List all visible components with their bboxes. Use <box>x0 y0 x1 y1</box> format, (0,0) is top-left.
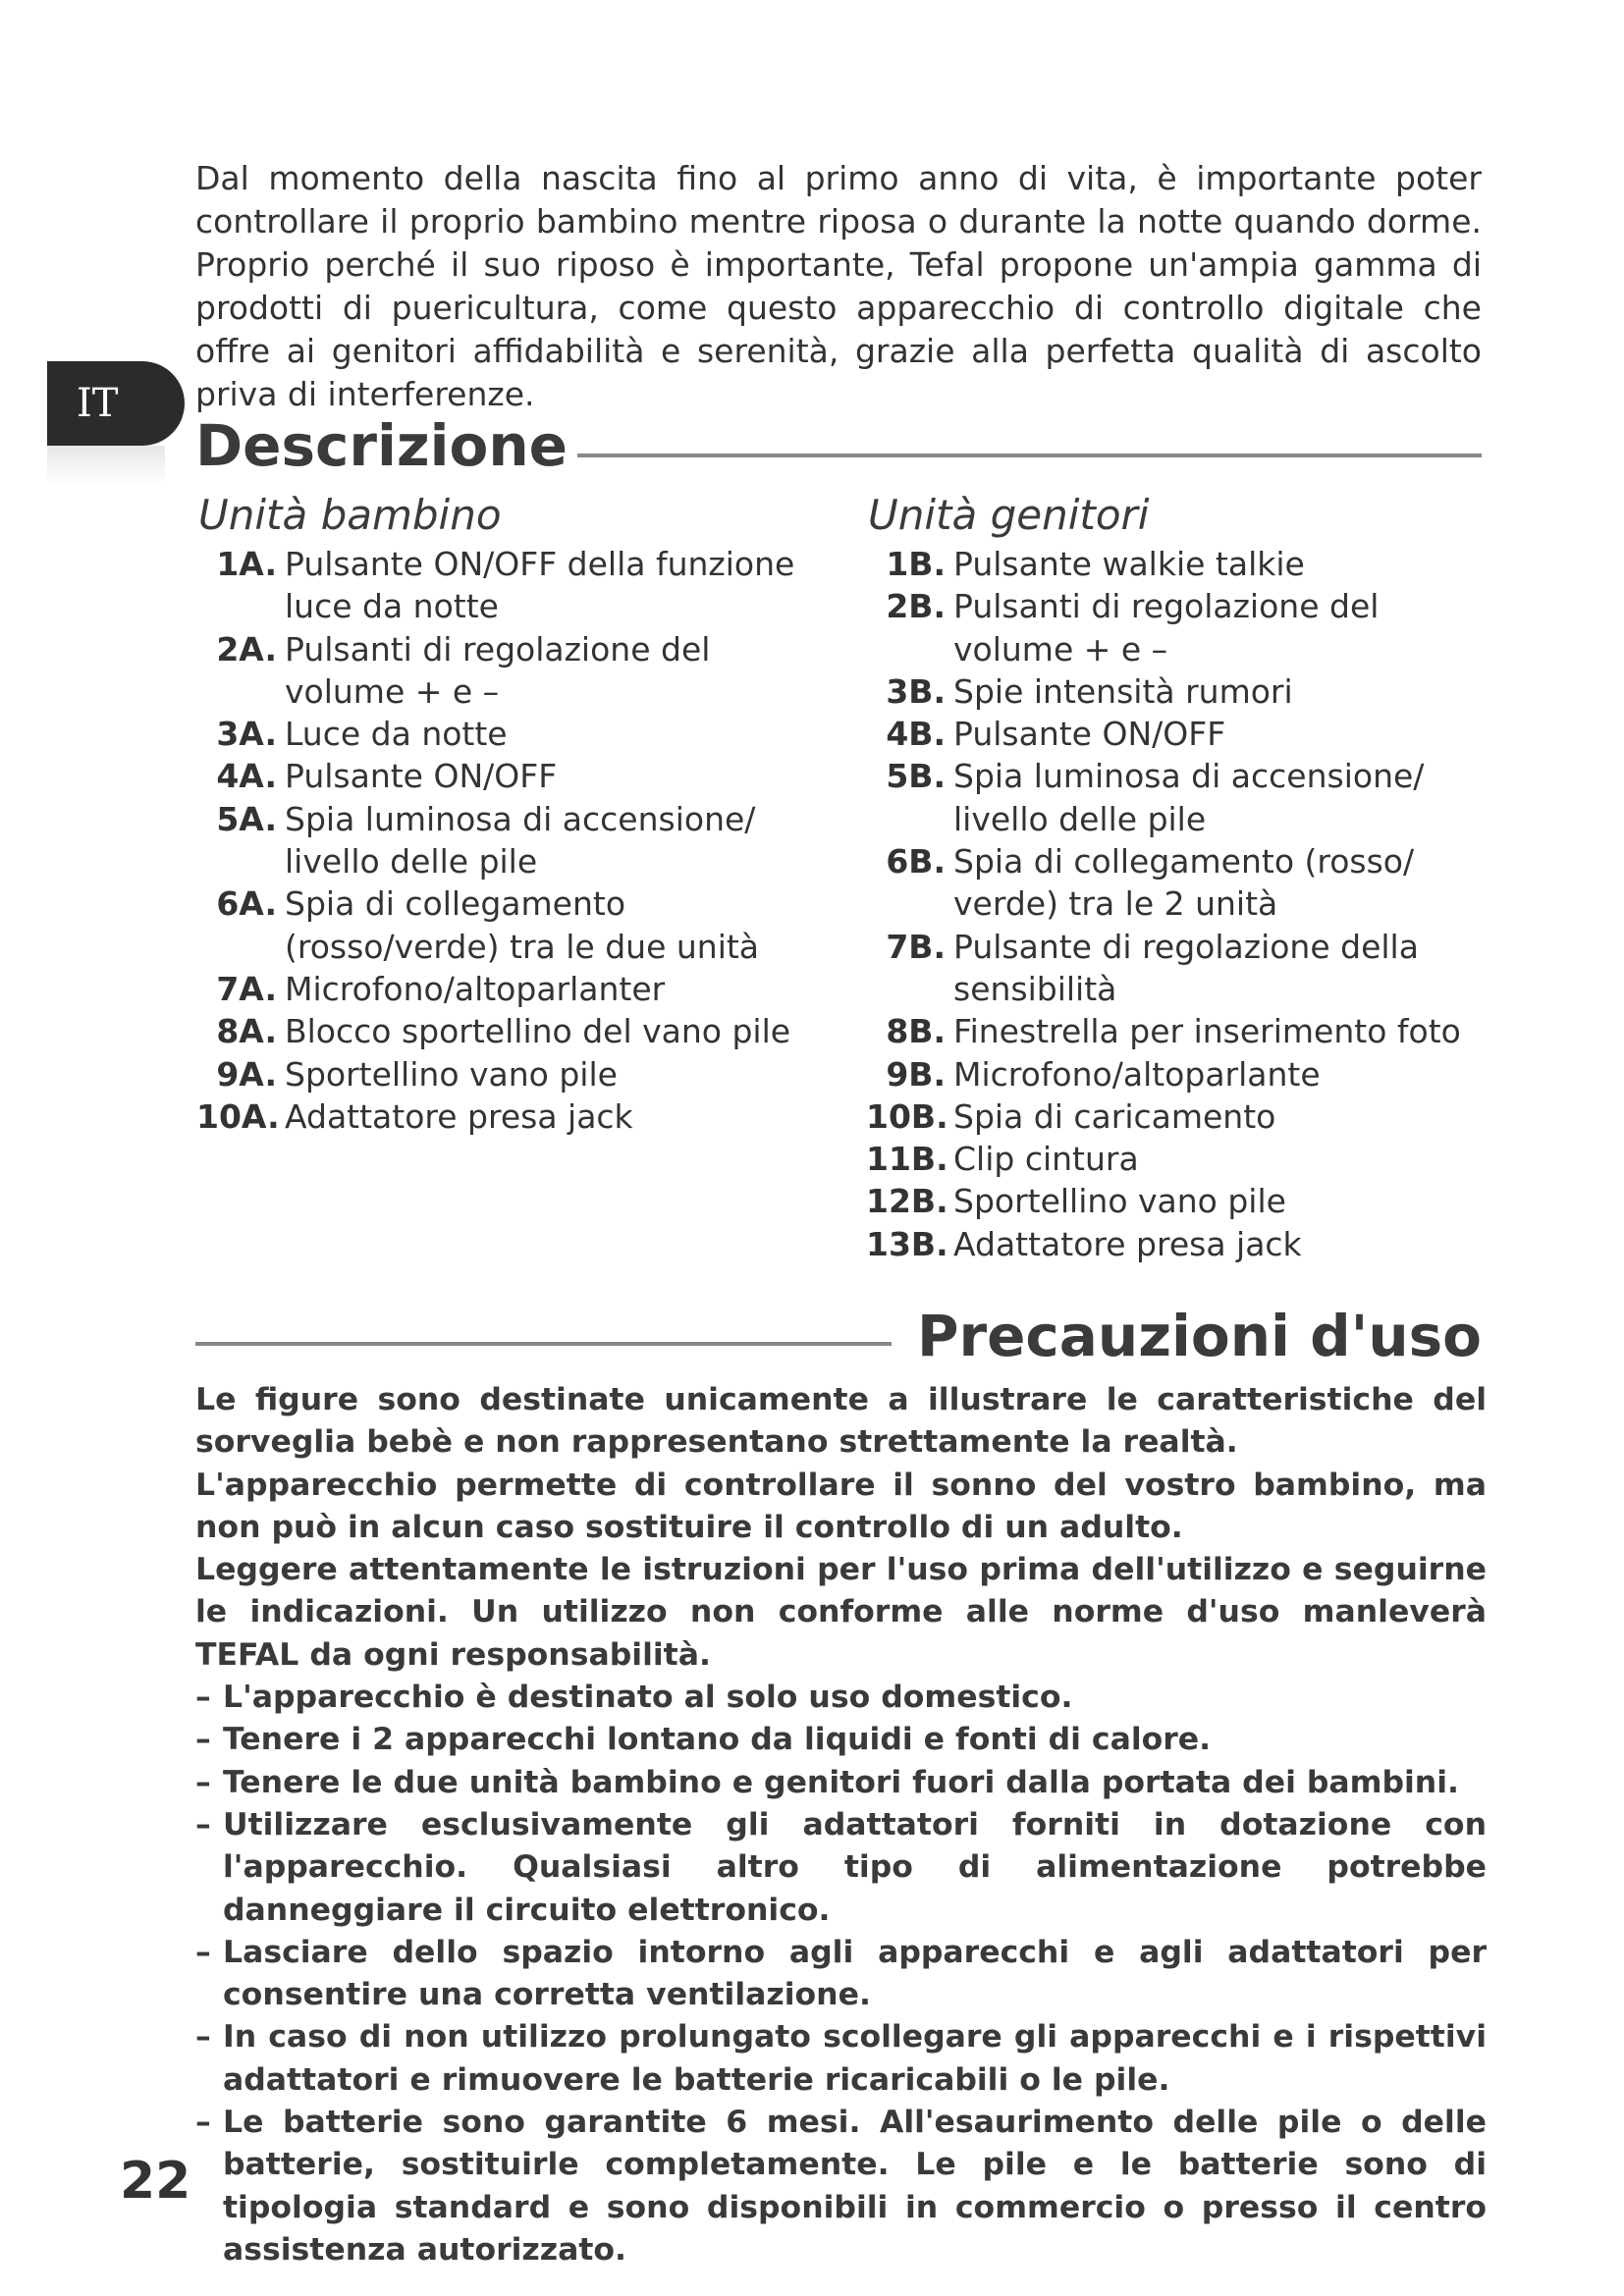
bullet-dash: – <box>195 2105 211 2141</box>
baby-unit-list <box>196 543 825 1138</box>
bullet-text: In caso di non utilizzo prolungato scollegare gli apparecchi e i rispettivi adattatori e rimuovere le batterie ricaricabili o le pile. <box>223 2019 1487 2098</box>
bullet-dash: – <box>195 1764 211 1800</box>
description-rule <box>577 454 1482 457</box>
bullet-text: Le batterie sono garantite 6 mesi. All'esaurimento delle pile o delle batterie, sostituirle completamente. Le pile e le batterie sono di tipologia standard e sono disponibili in commercio o presso il centro assistenza autorizzato. <box>223 2105 1487 2268</box>
item-number: 4A. <box>216 757 277 796</box>
precaution-paragraph: L'apparecchio permette di controllare il sonno del vostro bambino, ma non può in alcun caso sostituire il controllo di un adulto. <box>195 1467 1487 1545</box>
list-item <box>866 543 1494 585</box>
item-text: Adattatore presa jack <box>285 1096 633 1136</box>
precaution-bullet <box>195 1932 1487 2017</box>
bullet-dash: – <box>195 1934 211 1970</box>
item-number: 11B. <box>866 1140 948 1179</box>
item-text: Spia di collegamento (rosso/verde) tra le due unità <box>285 884 760 966</box>
bullet-text: Lasciare dello spazio intorno agli apparecchi e agli adattatori per consentire una corretta ventilazione. <box>223 1934 1487 2013</box>
item-number: 6B. <box>886 842 946 881</box>
list-item <box>196 968 825 1010</box>
item-number: 4B. <box>886 715 946 754</box>
list-item <box>196 1010 825 1052</box>
item-number: 3A. <box>216 715 277 754</box>
parent-unit-list <box>866 543 1494 1265</box>
bullet-text: Utilizzare esclusivamente gli adattatori forniti in dotazione con l'apparecchio. Qualsiasi altro tipo di alimentazione potrebbe danneggiare il circuito elettronico. <box>223 1806 1487 1928</box>
item-number: 9B. <box>886 1054 946 1094</box>
language-tab: IT <box>47 361 185 446</box>
bullet-text: Tenere i 2 apparecchi lontano da liquidi e fonti di calore. <box>223 1722 1212 1758</box>
precaution-bullet <box>195 2102 1487 2271</box>
precautions-body <box>195 1379 1487 2271</box>
precaution-paragraph: Leggere attentamente le istruzioni per l'uso prima dell'utilizzo e seguirne le indicazioni. Un utilizzo non conforme alle norme d'uso manleverà TEFAL da ogni responsabilità. <box>195 1552 1487 1673</box>
item-number: 7A. <box>216 969 277 1008</box>
intro-paragraph: Dal momento della nascita fino al primo anno di vita, è importante poter controllare il proprio bambino mentre riposa o durante la notte quando dorme. Proprio perché il suo riposo è importante, Tefal propone un'ampia gamma di prodotti di puericultura, come questo apparecchio di controllo digitale che offre ai genitori affidabilità e serenità, grazie alla perfetta qualità di ascolto priva di interferenze. <box>195 159 1482 413</box>
item-text: Sportellino vano pile <box>285 1054 618 1094</box>
list-item <box>866 1180 1494 1222</box>
item-number: 13B. <box>866 1224 948 1263</box>
item-text: Pulsante ON/OFF <box>285 757 558 796</box>
item-number: 8A. <box>216 1012 277 1051</box>
description-heading <box>195 412 1482 479</box>
item-text: Clip cintura <box>953 1140 1139 1179</box>
item-number: 10A. <box>196 1096 280 1136</box>
list-item <box>866 585 1494 670</box>
item-number: 9A. <box>216 1054 277 1094</box>
list-item <box>196 1095 825 1138</box>
bullet-text: L'apparecchio è destinato al solo uso domestico. <box>223 1680 1073 1716</box>
item-number: 1B. <box>886 545 946 583</box>
precaution-bullet <box>195 1677 1487 1719</box>
item-text: Pulsante walkie talkie <box>953 545 1305 583</box>
item-number: 1A. <box>216 545 277 583</box>
list-item <box>866 1223 1494 1265</box>
bullet-text: Tenere le due unità bambino e genitori fuori dalla portata dei bambini. <box>223 1764 1460 1800</box>
item-text: Pulsante ON/OFF della funzione luce da notte <box>285 545 795 626</box>
item-number: 5B. <box>886 757 946 796</box>
bullet-dash: – <box>195 1680 211 1716</box>
baby-unit-title: Unità bambino <box>198 491 502 539</box>
item-text: Sportellino vano pile <box>953 1182 1286 1221</box>
item-text: Spie intensità rumori <box>953 671 1293 711</box>
list-item <box>196 1053 825 1095</box>
parent-unit-title: Unità genitori <box>868 491 1150 539</box>
list-item <box>866 1010 1494 1052</box>
list-item <box>866 1095 1494 1138</box>
list-item <box>196 882 825 968</box>
item-text: Pulsanti di regolazione del volume + e – <box>285 629 711 711</box>
item-text: Spia di collegamento (rosso/ verde) tra le 2 unità <box>953 842 1415 924</box>
item-text: Adattatore presa jack <box>953 1224 1302 1263</box>
list-item <box>866 1138 1494 1180</box>
item-text: Spia di caricamento <box>953 1096 1276 1136</box>
item-number: 2B. <box>886 587 946 626</box>
list-item <box>196 628 825 714</box>
item-text: Pulsante ON/OFF <box>953 715 1226 754</box>
precaution-paragraph: Le figure sono destinate unicamente a illustrare le caratteristiche del sorveglia bebè e non rappresentano strettamente la realtà. <box>195 1382 1487 1461</box>
item-number: 10B. <box>866 1096 948 1136</box>
item-number: 8B. <box>886 1012 946 1051</box>
bullet-dash: – <box>195 1806 211 1842</box>
list-item <box>866 713 1494 755</box>
list-item <box>866 1053 1494 1095</box>
page-number: 22 <box>120 2152 191 2211</box>
description-title: Descrizione <box>195 412 568 479</box>
list-item <box>866 670 1494 713</box>
item-text: Luce da notte <box>285 715 508 754</box>
bullet-dash: – <box>195 1722 211 1758</box>
precautions-rule <box>195 1342 892 1346</box>
list-item <box>196 543 825 628</box>
item-text: Microfono/altoparlanter <box>285 969 666 1008</box>
precaution-bullet <box>195 1719 1487 1761</box>
item-number: 12B. <box>866 1182 948 1221</box>
item-text: Blocco sportellino del vano pile <box>285 1012 791 1051</box>
bullet-dash: – <box>195 2019 211 2056</box>
list-item <box>196 755 825 797</box>
precaution-bullet <box>195 1762 1487 1804</box>
item-number: 5A. <box>216 799 277 838</box>
item-number: 6A. <box>216 884 277 924</box>
list-item <box>196 713 825 755</box>
precautions-heading <box>195 1303 1482 1369</box>
item-text: Finestrella per inserimento foto <box>953 1012 1461 1051</box>
list-item <box>866 926 1494 1011</box>
list-item <box>866 755 1494 840</box>
list-item <box>196 798 825 883</box>
item-text: Pulsanti di regolazione del volume + e – <box>953 587 1380 668</box>
item-number: 2A. <box>216 629 277 668</box>
baby-unit-column <box>196 488 825 1138</box>
list-item <box>866 840 1494 926</box>
precaution-bullet <box>195 2016 1487 2102</box>
item-text: Spia luminosa di accensione/ livello delle pile <box>285 799 756 881</box>
language-tab-shadow <box>47 446 165 485</box>
item-text: Pulsante di regolazione della sensibilità <box>953 927 1419 1008</box>
precaution-bullet <box>195 1804 1487 1932</box>
parent-unit-column <box>866 488 1494 1265</box>
item-text: Microfono/altoparlante <box>953 1054 1321 1094</box>
precautions-title: Precauzioni d'uso <box>916 1303 1482 1369</box>
item-number: 7B. <box>886 927 946 966</box>
item-text: Spia luminosa di accensione/ livello delle pile <box>953 757 1425 838</box>
item-number: 3B. <box>886 671 946 711</box>
